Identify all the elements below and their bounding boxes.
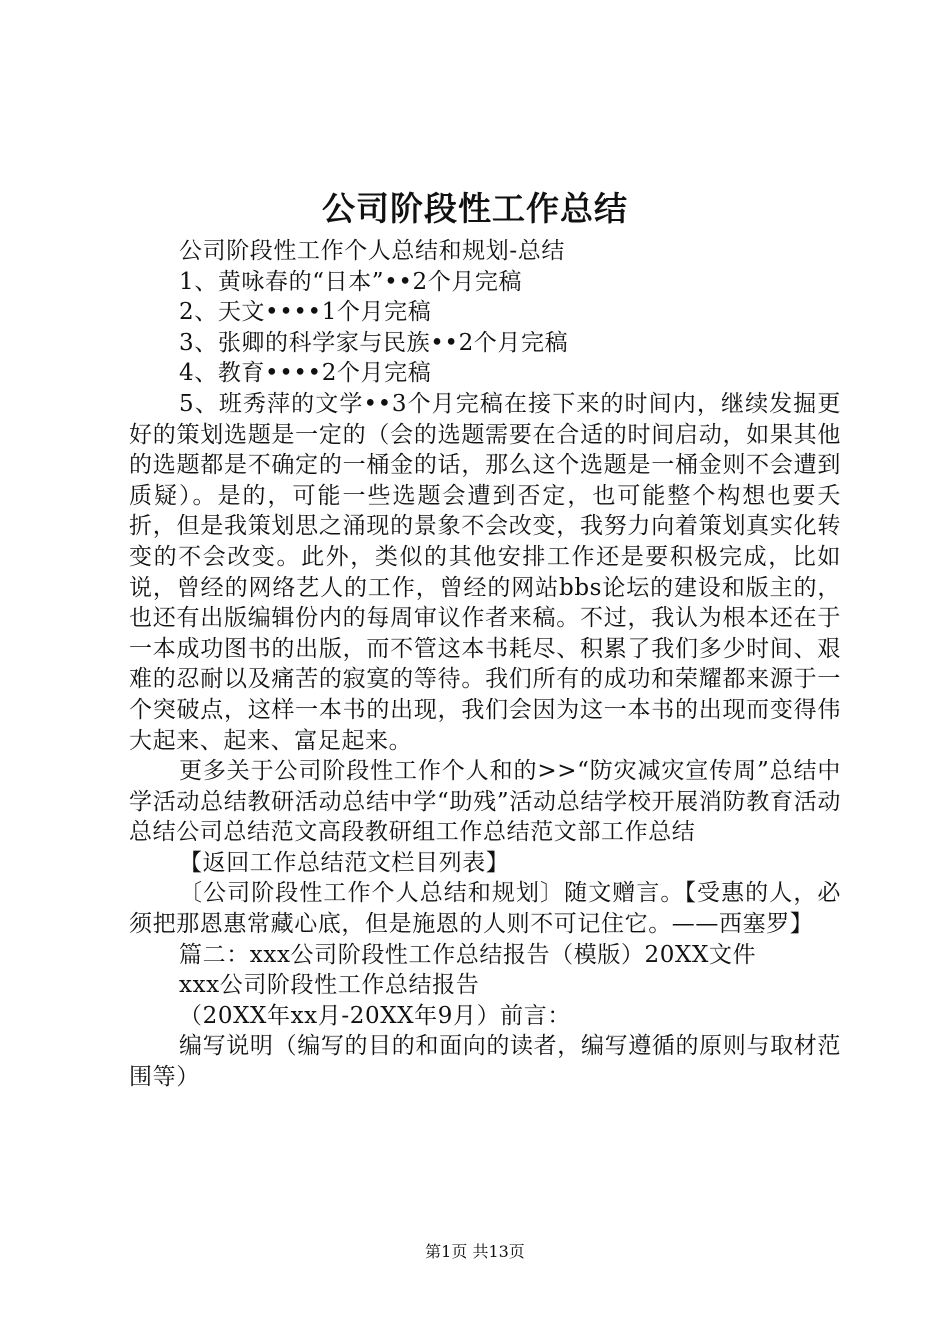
list-item: 1、黄咏春的“日本”••2个月完稿 [179,268,523,295]
paragraph: 编写说明（编写的目的和面向的读者，编写遵循的原则与取材范围等） [129,1033,841,1091]
section-heading: 篇二：xxx公司阶段性工作总结报告（模版）20XX文件 [179,941,757,968]
paragraph: 更多关于公司阶段性工作个人和的>>“防灾减灾宣传周”总结中学活动总结教研活动总结中学“助残”活动总结学校开展消防教育活动总结公司总结范文高段教研组工作总结范文部工作总结 [129,758,841,846]
page-number-footer: 第1页 共13页 [425,1242,525,1261]
paragraph: 5、班秀萍的文学••3个月完稿在接下来的时间内，继续发掘更好的策划选题是一定的（会的选题需要在合适的时间启动，如果其他的选题都是不确定的一桶金的话，那么这个选题是一桶金则不会遭到质疑）。是的，可能一些选题会遭到否定，也可能整个构想也要夭折，但是我策划思之涌现的景象不会改变，我努力向着策划真实化转变的不会改变。此外，类似的其他安排工作还是要积极完成，比如说，曾经的网络艺人的工作，曾经的网站bbs论坛的建设和版主的，也还有出版编辑份内的每周审议作者来稿。不过，我认为根本还在于一本成功图书的出版，而不管这本书耗尽、积累了我们多少时间、艰难的忍耐以及痛苦的寂寞的等待。我们所有的成功和荣耀都来源于一个突破点，这样一本书的出现，我们会因为这一本书的出现而变得伟大起来、起来、富足起来。 [129,390,841,754]
list-item: 2、天文••••1个月完稿 [179,299,432,326]
paragraph: 公司阶段性工作个人总结和规划-总结 [179,238,565,264]
document-title: 公司阶段性工作总结 [322,189,628,228]
return-link-text: 【返回工作总结范文栏目列表】 [179,849,510,876]
list-item: 3、张卿的科学家与民族••2个月完稿 [179,329,569,356]
paragraph: 〔公司阶段性工作个人总结和规划〕随文赠言。【受惠的人，必须把那恩惠常藏心底，但是施恩的人则不可记住它。——西塞罗】 [129,880,841,938]
list-item: 4、教育••••2个月完稿 [179,360,432,387]
document-body [129,236,841,1093]
report-title: xxx公司阶段性工作总结报告 [179,972,480,999]
report-period: （20XX年xx月-20XX年9月）前言： [179,1002,571,1029]
